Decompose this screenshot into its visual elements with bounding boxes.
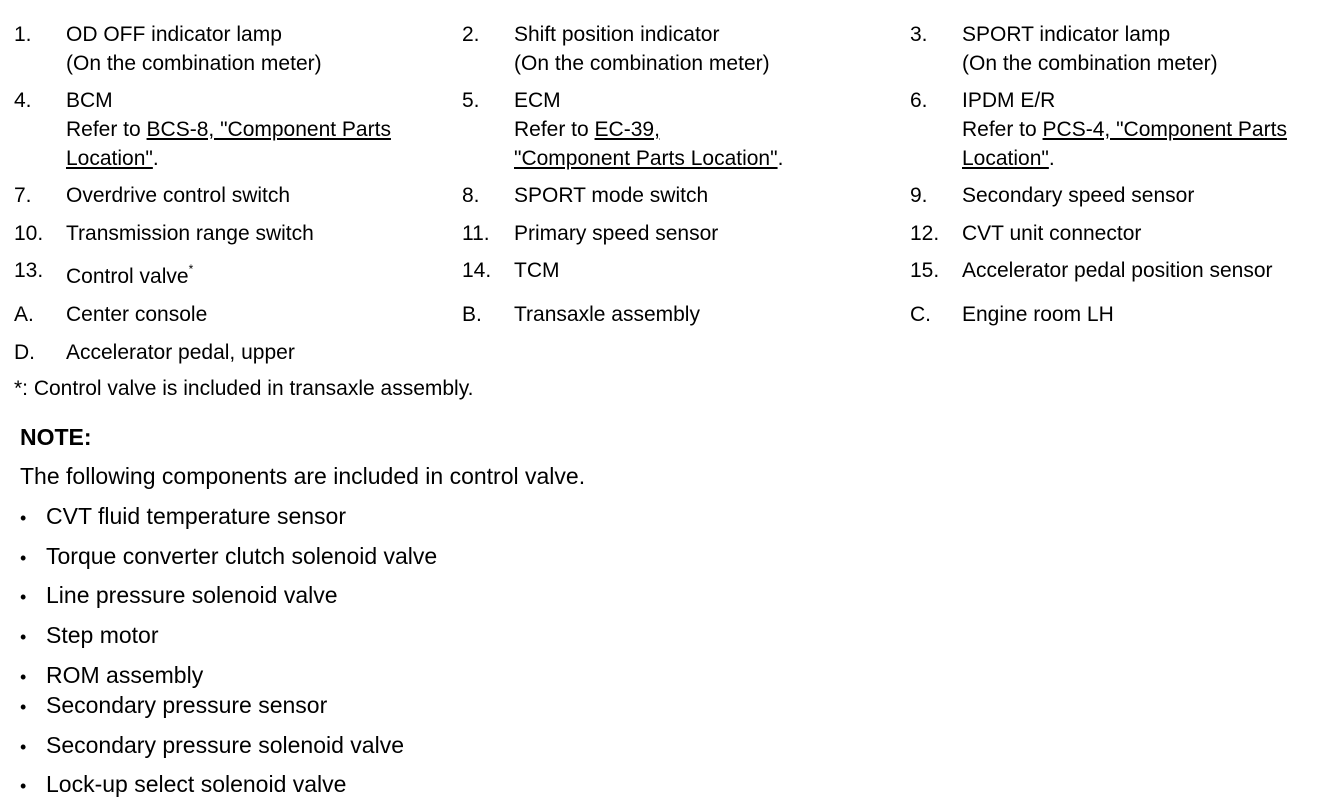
bcs-8-reference-link-cont[interactable]: Location": [66, 147, 153, 170]
ec-39-reference-link[interactable]: EC-39,: [594, 118, 660, 141]
list-item-text: Step motor: [46, 622, 159, 648]
legend-label: Transmission range switch: [66, 222, 314, 245]
list-item: [20, 582, 338, 609]
bullet-icon: •: [20, 627, 27, 647]
legend-number: 3.: [910, 23, 928, 46]
reference-period: .: [1048, 147, 1055, 170]
legend-number: 5.: [462, 89, 480, 112]
legend-label: Accelerator pedal position sensor: [962, 259, 1273, 282]
list-item-text: ROM assembly: [46, 662, 204, 688]
legend-label: ECM: [514, 89, 561, 112]
legend-label: Control valve: [66, 265, 189, 288]
legend-label: Shift position indicator: [514, 23, 720, 46]
legend-number: 1.: [14, 23, 32, 46]
legend-sublabel: (On the combination meter): [962, 52, 1218, 75]
legend-label: SPORT mode switch: [514, 184, 709, 207]
legend-letter: B.: [462, 303, 482, 326]
legend-number: 6.: [910, 89, 928, 112]
pcs-4-reference-link-cont[interactable]: Location": [962, 147, 1049, 170]
legend-sublabel: (On the combination meter): [514, 52, 770, 75]
legend-number: 8.: [462, 184, 480, 207]
refer-to-text: Refer to: [962, 118, 1043, 141]
bullet-icon: •: [20, 548, 27, 568]
list-item-text: Secondary pressure sensor: [46, 692, 328, 718]
list-item-text: Secondary pressure solenoid valve: [46, 732, 404, 758]
legend-letter: D.: [14, 341, 35, 364]
bullet-icon: •: [20, 776, 27, 796]
list-item: [20, 543, 437, 570]
ec-39-reference-link-cont[interactable]: "Component Parts Location": [514, 147, 778, 170]
legend-letter: A.: [14, 303, 34, 326]
note-intro: The following components are included in control valve.: [20, 463, 586, 489]
legend-label: BCM: [66, 89, 113, 112]
legend-label: SPORT indicator lamp: [962, 23, 1171, 46]
bullet-icon: •: [20, 587, 27, 607]
list-item-text: Line pressure solenoid valve: [46, 582, 338, 608]
pcs-4-reference-link[interactable]: PCS-4, "Component Parts: [1042, 118, 1287, 141]
legend-number: 11.: [462, 222, 490, 245]
legend-label: Overdrive control switch: [66, 184, 291, 207]
legend-label: IPDM E/R: [962, 89, 1056, 112]
legend-number: 13.: [14, 259, 44, 282]
refer-to-text: Refer to: [514, 118, 595, 141]
legend-letter: C.: [910, 303, 931, 326]
legend-number: 10.: [14, 222, 44, 245]
legend-number: 9.: [910, 184, 928, 207]
legend-number: 7.: [14, 184, 32, 207]
legend-label: TCM: [514, 259, 560, 282]
bullet-icon: •: [20, 508, 27, 528]
list-item: [20, 662, 203, 689]
bullet-icon: •: [20, 697, 27, 717]
list-item-text: CVT fluid temperature sensor: [46, 503, 346, 529]
list-item: [20, 692, 327, 719]
list-item: [20, 503, 346, 530]
legend-number: 15.: [910, 259, 940, 282]
list-item-text: Lock-up select solenoid valve: [46, 771, 347, 797]
legend-sublabel: (On the combination meter): [66, 52, 322, 75]
footnote-marker: *: [188, 262, 194, 276]
list-item: [20, 732, 404, 759]
legend-label: CVT unit connector: [962, 222, 1142, 245]
footnote: *: Control valve is included in transaxle assembly.: [14, 377, 474, 400]
bullet-icon: •: [20, 737, 27, 757]
legend-number: 14.: [462, 259, 492, 282]
list-item: [20, 622, 159, 649]
legend-label: Primary speed sensor: [514, 222, 719, 245]
bcs-8-reference-link[interactable]: BCS-8, "Component Parts: [146, 118, 391, 141]
legend-label: Center console: [66, 303, 208, 326]
reference-period: .: [152, 147, 159, 170]
list-item: [20, 771, 346, 798]
legend-label: Accelerator pedal, upper: [66, 341, 295, 364]
legend-label: Secondary speed sensor: [962, 184, 1195, 207]
bullet-icon: •: [20, 667, 27, 687]
list-item-text: Torque converter clutch solenoid valve: [46, 543, 438, 569]
note-heading: NOTE:: [20, 424, 92, 450]
legend-label: Transaxle assembly: [514, 303, 700, 326]
legend-number: 2.: [462, 23, 480, 46]
legend-number: 4.: [14, 89, 32, 112]
refer-to-text: Refer to: [66, 118, 147, 141]
legend-label: OD OFF indicator lamp: [66, 23, 282, 46]
legend-number: 12.: [910, 222, 940, 245]
legend-label: Engine room LH: [962, 303, 1114, 326]
reference-period: .: [777, 147, 784, 170]
